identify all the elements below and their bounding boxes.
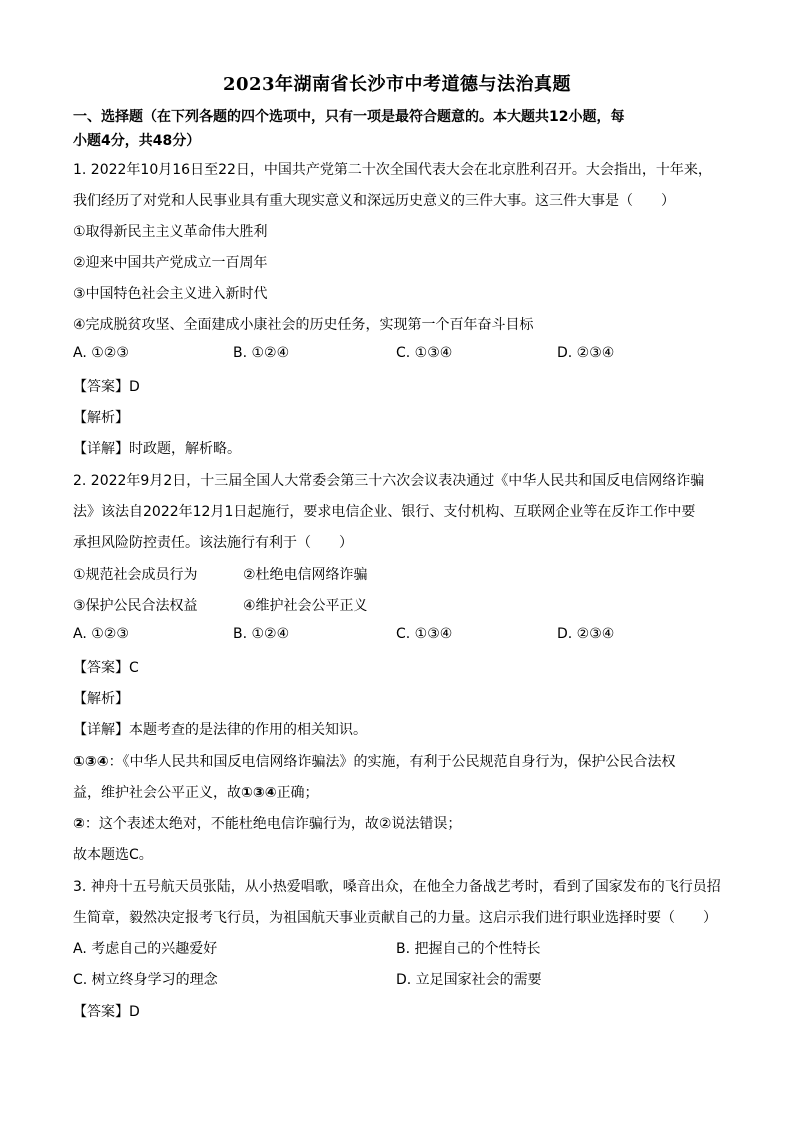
- q1-detail: 【详解】时政题，解析略。: [73, 441, 241, 457]
- q3-option-a: A. 考虑自己的兴趣爱好: [73, 941, 218, 957]
- q2-option-c: C. ①③④: [396, 626, 453, 642]
- document-title: 2023年湖南省长沙市中考道德与法治真题: [222, 74, 572, 95]
- q2-explanation-1-cont: [73, 782, 723, 802]
- q1-item-4: ④完成脱贫攻坚、全面建成小康社会的历史任务，实现第一个百年奋斗目标: [73, 317, 534, 333]
- q2-item-3: ③保护公民合法权益: [73, 598, 198, 614]
- q2-option-b: B. ①②④: [233, 626, 290, 642]
- q1-analysis-label: 【解析】: [73, 410, 129, 426]
- q3-answer: 【答案】D: [73, 1004, 140, 1020]
- q2-item-4: ④维护社会公平正义: [243, 598, 368, 614]
- q2-exp1-cont-end: 正确；: [276, 785, 319, 801]
- q2-item-2: ②杜绝电信网络诈骗: [243, 567, 368, 583]
- q1-option-a: A. ①②③: [73, 345, 129, 361]
- q3-option-d: D. 立足国家社会的需要: [396, 972, 542, 988]
- q1-stem-line1: 1. 2022年10月16日至22日，中国共产党第二十次全国代表大会在北京胜利召开。大会指出，十年来，: [73, 162, 712, 178]
- section-heading-line2: 小题4分，共48分）: [73, 133, 201, 149]
- q2-conclusion: 故本题选C。: [73, 847, 153, 863]
- q1-item-1: ①取得新民主主义革命伟大胜利: [73, 224, 268, 240]
- q2-exp1-marker: ①③④: [73, 754, 109, 770]
- section-heading-line1: 一、选择题（在下列各题的四个选项中，只有一项是最符合题意的。本大题共12小题，每: [73, 109, 625, 125]
- q3-stem-line2: 生简章，毅然决定报考飞行员，为祖国航天事业贡献自己的力量。这启示我们进行职业选择时要（ ）: [73, 910, 717, 926]
- q3-stem-line1: 3. 神舟十五号航天员张陆，从小热爱唱歌，嗓音出众，在他全力备战艺考时，看到了国家发布的飞行员招: [73, 879, 721, 895]
- q1-answer: 【答案】D: [73, 379, 140, 395]
- q2-detail: 【详解】本题考查的是法律的作用的相关知识。: [73, 722, 367, 738]
- q2-exp1-cont-marker: ①③④: [241, 785, 277, 801]
- q1-option-d: D. ②③④: [557, 345, 615, 361]
- q2-stem-line3: 承担风险防控责任。该法施行有利于（ ）: [73, 535, 353, 551]
- q1-item-2: ②迎来中国共产党成立一百周年: [73, 255, 268, 271]
- q2-exp1-text: ：《中华人民共和国反电信网络诈骗法》的实施，有利于公民规范自身行为，保护公民合法权: [108, 754, 676, 770]
- q1-stem-line2: 我们经历了对党和人民事业具有重大现实意义和深远历史意义的三件大事。这三件大事是（ ）: [73, 193, 675, 209]
- q1-option-c: C. ①③④: [396, 345, 453, 361]
- q2-stem-line2: 法》该法自2022年12月1日起施行，要求电信企业、银行、支付机构、互联网企业等在反诈工作中要: [73, 504, 696, 520]
- q2-item-1: ①规范社会成员行为: [73, 567, 198, 583]
- q2-stem-line1: 2. 2022年9月2日，十三届全国人大常委会第三十六次会议表决通过《中华人民共和国反电信网络诈骗: [73, 473, 705, 489]
- q2-exp2-text: ：这个表述太绝对，不能杜绝电信诈骗行为，故②说法错误；: [84, 816, 462, 832]
- q2-analysis-label: 【解析】: [73, 691, 129, 707]
- q2-exp2-marker: ②: [73, 816, 85, 832]
- q3-option-b: B. 把握自己的个性特长: [396, 941, 541, 957]
- q2-explanation-2: [73, 813, 723, 833]
- q1-item-3: ③中国特色社会主义进入新时代: [73, 286, 268, 302]
- q2-answer: 【答案】C: [73, 660, 139, 676]
- q2-exp1-cont-text: 益，维护社会公平正义，故: [73, 785, 241, 801]
- q3-option-c: C. 树立终身学习的理念: [73, 972, 218, 988]
- q2-option-a: A. ①②③: [73, 626, 129, 642]
- q1-option-b: B. ①②④: [233, 345, 290, 361]
- q2-option-d: D. ②③④: [557, 626, 615, 642]
- q2-explanation-1: [73, 751, 723, 771]
